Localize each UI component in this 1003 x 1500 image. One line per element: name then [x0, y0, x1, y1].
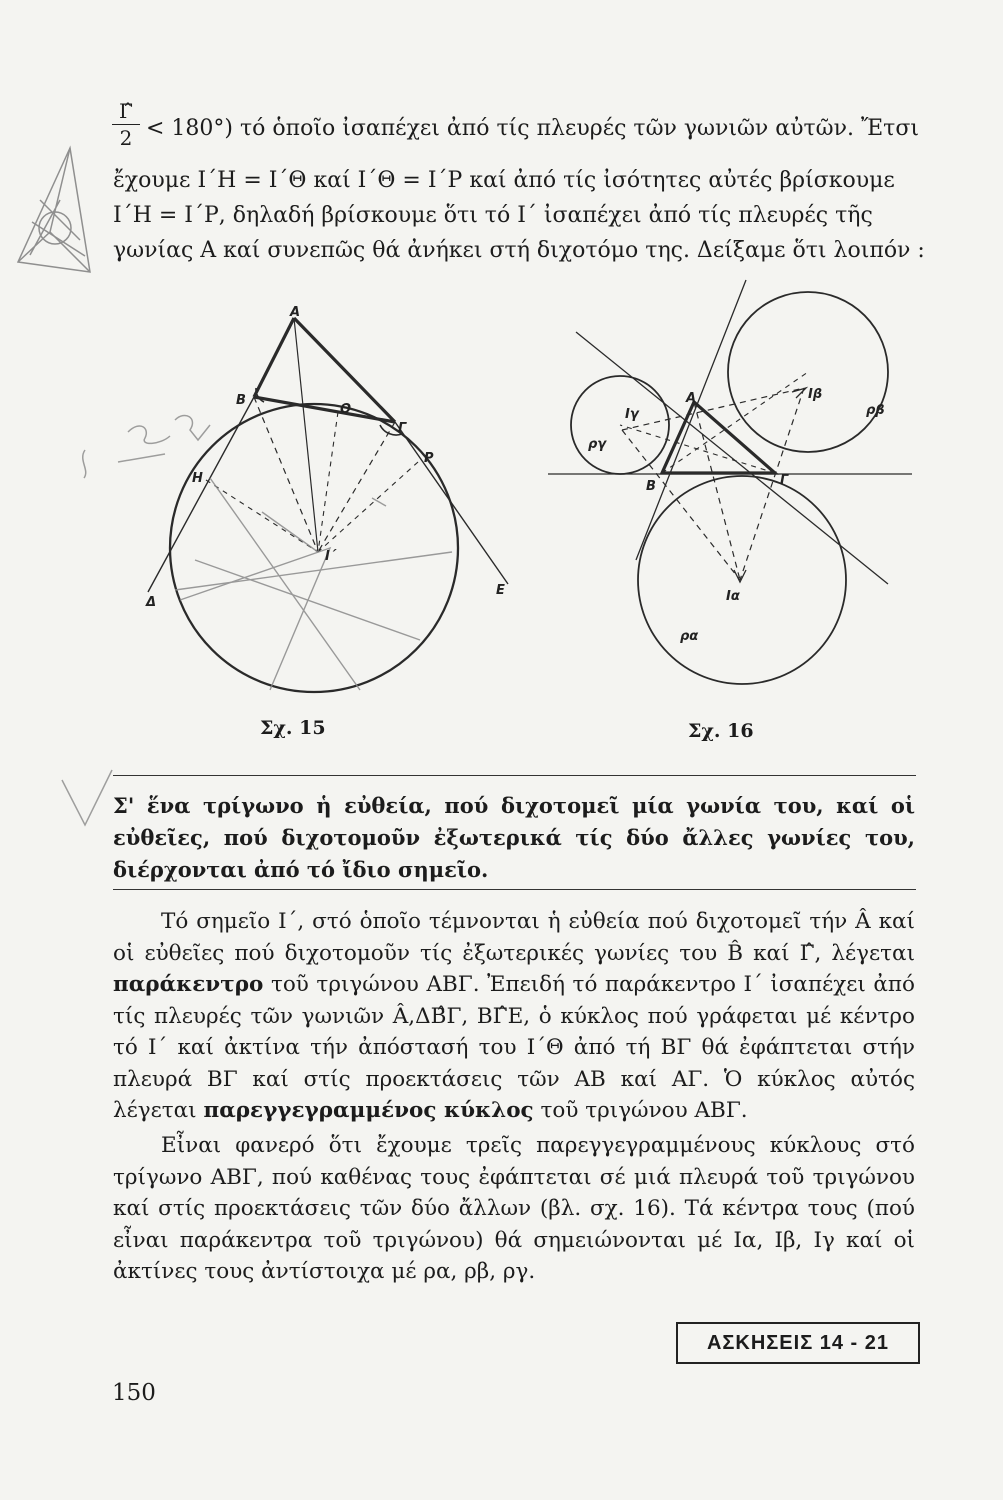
fig15-ext-AG: [395, 422, 508, 584]
fig16-label-B: B: [646, 479, 656, 494]
fig15-label-B: B: [236, 393, 246, 408]
fig16-label-rb: ρβ: [866, 403, 885, 418]
page-number: 150: [112, 1380, 156, 1406]
text-line-3: Ι΄Η = Ι΄Ρ, δηλαδή βρίσκουμε ὅτι τό Ι΄ ἰσαπέχει ἀπό τίς πλευρές τῆς: [113, 203, 873, 228]
exercises-box: ΑΣΚΗΣΕΙΣ 14 - 21: [676, 1322, 920, 1364]
fig15-label-A: A: [290, 305, 301, 320]
term-excircle: παρεγγεγραμμένος κύκλος: [203, 1098, 534, 1123]
fig16-label-Ia: Ια: [726, 589, 740, 604]
fig15-label-H: H: [192, 471, 203, 486]
fig16-label-Ig: Ιγ: [625, 407, 639, 422]
paragraph-three-excircles: Εἶναι φανερό ὅτι ἔχουμε τρεῖς παρεγγεγραμμένους κύκλους στό τρίγωνο ΑΒΓ, πού καθένας τους ἐφάπτεται σέ μιά πλευρά τοῦ τριγώνου καί στίς προεκτάσεις τῶν δύο ἄλλων (βλ. σχ. 16). Τά κέντρα τους (πού εἶναι παράκεντρα τοῦ τριγώνου) θά σημειώνονται μέ Ια, Ιβ, Ιγ καί οἱ ἀκτίνες τους ἀντίστοιχα μέ ρα, ρβ, ργ.: [113, 1133, 915, 1284]
theorem-bottom-rule: [113, 889, 916, 890]
fig16-label-ra: ρα: [680, 629, 699, 644]
fraction-denominator: 2: [119, 126, 133, 150]
fig15-excircle: [170, 404, 458, 692]
fig15-ext-bisector-G: [318, 422, 395, 552]
figure-16: [548, 280, 912, 684]
figure-15-caption: Σχ. 15: [260, 717, 326, 739]
fig16-excircle-a: [638, 476, 846, 684]
fig16-label-Ib: Ιβ: [808, 387, 823, 402]
text-line-1: < 180°) τό ὁποῖο ἰσαπέχει ἀπό τίς πλευρές τῶν γωνιῶν αὐτῶν. Ἔτσι: [146, 116, 919, 141]
fig16-Ig-Ib: [622, 388, 804, 430]
fig16-label-Gamma: Γ: [780, 473, 789, 488]
fig16-label-A: A: [686, 391, 697, 406]
fig15-radius-Theta: [318, 412, 338, 552]
term-excenter: παράκεντρο: [113, 972, 264, 997]
fig16-Ib-Ia: [740, 388, 804, 580]
fig16-line-AG: [576, 332, 888, 584]
fig15-label-I: Ι΄: [325, 549, 336, 564]
fig16-excircle-b: [728, 292, 888, 452]
figure-15: [148, 318, 508, 692]
theorem-top-rule: [113, 775, 916, 776]
text-line-2: ἔχουμε Ι΄Η = Ι΄Θ καί Ι΄Θ = Ι΄Ρ καί ἀπό τίς ἰσότητες αὐτές βρίσκουμε: [113, 168, 895, 193]
fig15-label-Delta: Δ: [146, 595, 157, 610]
fig15-side-AB: [254, 318, 294, 397]
paragraph-excenter: [113, 906, 915, 1127]
figure-16-labels: [588, 387, 885, 644]
margin-triangle-sketch: [18, 148, 90, 272]
fig15-label-P: P: [424, 451, 434, 466]
para1-text-1: Τό σημεῖο Ι΄, στό ὁποῖο τέμνονται ἡ εὐθεία πού διχοτομεῖ τήν Â καί οἱ εὐθεῖες πού διχοτομοῦν τίς ἐξωτερικές γωνίες του B̂ καί Γ̂, λέγεται: [113, 909, 915, 966]
fig15-label-Theta: Θ: [340, 402, 352, 417]
fig16-triangle: [662, 402, 775, 473]
text-line-4: γωνίας Α καί συνεπῶς θά ἀνήκει στή διχοτόμο της. Δείξαμε ὅτι λοιπόν :: [113, 238, 925, 263]
theorem-statement: Σ' ἕνα τρίγωνο ἡ εὐθεία, πού διχοτομεῖ μία γωνία του, καί οἱ εὐθεῖες, πού διχοτομοῦν ἐξωτερικά τίς δύο ἄλλες γωνίες του, διέρχονται ἀπό τό ἴδιο σημεῖο.: [113, 793, 915, 882]
fig16-label-rg: ργ: [588, 437, 607, 452]
fig15-radius-H: [206, 480, 318, 552]
fraction-numerator: Γ̂: [119, 99, 133, 123]
figure-16-caption: Σχ. 16: [688, 720, 754, 742]
fig15-bisector-A: [294, 318, 318, 552]
para1-text-3: τοῦ τριγώνου ΑΒΓ.: [540, 1098, 748, 1123]
para1-text-2: τοῦ τριγώνου ΑΒΓ. Ἐπειδή τό παράκεντρο Ι΄ ἰσαπέχει ἀπό τίς πλευρές τῶν γωνιῶν Â,ΔΒ̂Γ, ΒΓ̂Ε, ὁ κύκλος πού γράφεται μέ κέντρο τό Ι΄ καί ἀκτίνα τήν ἀπόστασή του Ι΄Θ ἀπό τή ΒΓ θά ἐφάπτεται στήν πλευρά ΒΓ καί στίς προεκτάσεις τῶν ΑΒ καί ΑΓ. Ὁ κύκλος αὐτός λέγεται: [113, 972, 915, 1123]
fig15-label-E: E: [496, 583, 505, 598]
fig15-radius-P: [318, 462, 418, 552]
fig16-A-Ia: [694, 402, 740, 580]
fig15-label-Gamma: Γ: [398, 421, 407, 436]
